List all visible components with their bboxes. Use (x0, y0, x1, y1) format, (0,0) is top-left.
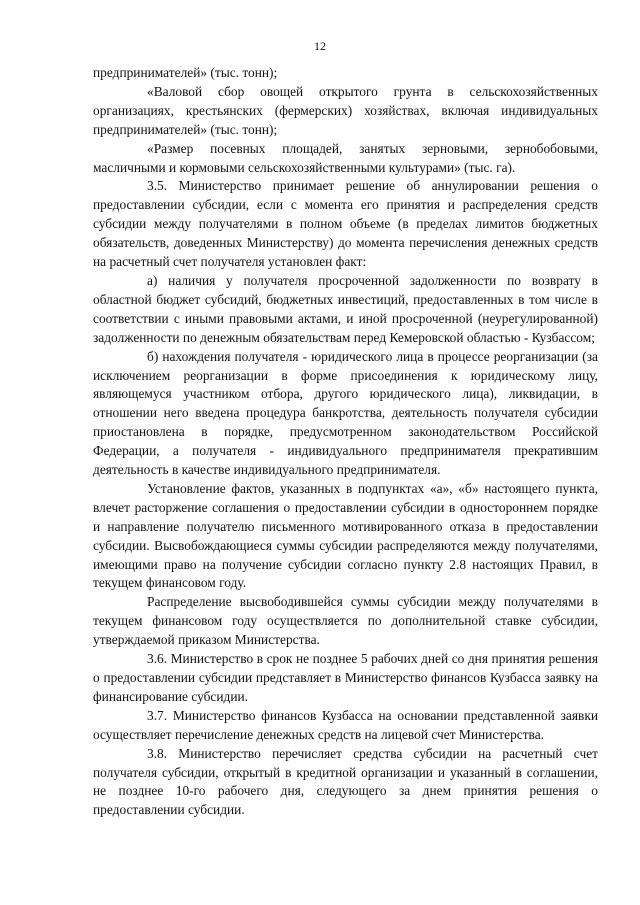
paragraph-clause-3-7: 3.7. Министерство финансов Кузбасса на основании представленной заявки осуществляет перечисление денежных средств на лицевой счет Министерства. (93, 707, 598, 742)
document-body (93, 64, 598, 820)
paragraph-clause-3-8: 3.8. Министерство перечисляет средства субсидии на расчетный счет получателя субсидии, открытый в кредитной организации и указанный в соглашении, не позднее 10-го рабочего дня, следующего за днем принятия решения о предоставлении субсидии. (93, 745, 598, 818)
paragraph-vegetable-harvest: «Валовой сбор овощей открытого грунта в сельскохозяйственных организациях, крестьянских (фермерских) хозяйствах, включая индивидуальных предпринимателей» (тыс. тонн); (93, 83, 598, 137)
paragraph-subclause-a: а) наличия у получателя просроченной задолженности по возврату в областной бюджет субсидий, бюджетных инвестиций, предоставленных в том числе в соответствии с иными правовыми актами, и иной просроченной (неурегулированной) задолженности по денежным обязательствам перед Кемеровской областью - Кузбассом; (93, 272, 598, 345)
paragraph-subclause-b: б) нахождения получателя - юридического лица в процессе реорганизации (за исключением реорганизации в форме присоединения к юридическому лицу, являющемуся участником отбора, другого юридического лица), ликвидации, в отношении него введена процедура банкротства, деятельность получателя субсидии приостановлена в порядке, предусмотренном законодательством Российской Федерации, а получателя - индивидуального предпринимателя прекратившим деятельность в качестве индивидуального предпринимателя. (93, 348, 598, 478)
paragraph-clause-3-5: 3.5. Министерство принимает решение об аннулировании решения о предоставлении субсидии, если с момента его принятия и распределения средств субсидии между получателями в полном объеме (в пределах лимитов бюджетных обязательств, доведенных Министерству) до момента перечисления денежных средств на расчетный счет получателя установлен факт: (93, 178, 598, 270)
paragraph-redistribution: Распределение высвободившейся суммы субсидии между получателями в текущем финансовом году осуществляется по дополнительной ставке субсидии, утверждаемой приказом Министерства. (93, 594, 598, 648)
page-number: 12 (314, 39, 326, 53)
paragraph-clause-3-6: 3.6. Министерство в срок не позднее 5 рабочих дней со дня принятия решения о предоставлении субсидии представляет в Министерство финансов Кузбасса заявку на финансирование субсидии. (93, 651, 598, 704)
paragraph-sown-area: «Размер посевных площадей, занятых зерновыми, зернобобовыми, масличными и кормовыми сельскохозяйственными культурами» (тыс. га). (93, 140, 598, 175)
paragraph-continuation: предпринимателей» (тыс. тонн); (93, 65, 278, 80)
paragraph-facts-established: Установление фактов, указанных в подпунктах «а», «б» настоящего пункта, влечет расторжение соглашения о предоставлении субсидии в одностороннем порядке и направление получателю письменного мотивированного отказа в предоставлении субсидии. Высвобождающиеся суммы субсидии распределяются между получателями, имеющими право на получение субсидии согласно пункту 2.8 настоящих Правил, в текущем финансовом году. (93, 480, 598, 591)
